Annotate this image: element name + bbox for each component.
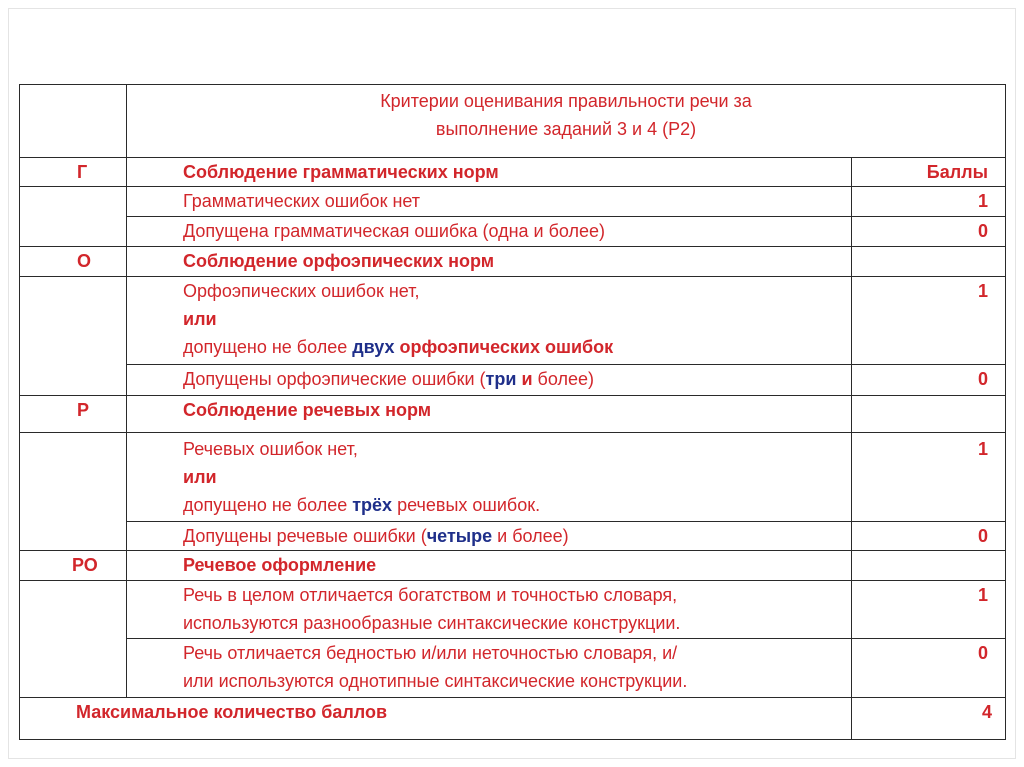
highlight-count: двух: [352, 337, 395, 357]
table-row: [20, 187, 1006, 217]
criterion-score: 0: [851, 365, 1005, 396]
text-part: речевых ошибок.: [392, 495, 541, 515]
criteria-table: [19, 84, 1006, 740]
total-label: Максимальное количество баллов: [20, 698, 852, 740]
table-row: [20, 581, 1006, 639]
criterion-score: 0: [851, 522, 1005, 551]
highlight-text: орфоэпических ошибок: [394, 337, 614, 357]
total-value: 4: [851, 698, 1005, 740]
section-heading: Соблюдение орфоэпических норм: [127, 247, 852, 277]
criterion-score: 0: [851, 639, 1005, 698]
table-row: [20, 277, 1006, 365]
section-header-row: [20, 247, 1006, 277]
text-part: и более): [492, 526, 569, 546]
section-heading: Речевое оформление: [127, 551, 852, 581]
highlight-text: и: [516, 369, 533, 389]
section-code: Г: [20, 158, 127, 187]
criterion-text: [127, 522, 852, 551]
criterion-or: или: [183, 467, 217, 487]
code-empty-cell: [20, 433, 127, 551]
section-heading: Соблюдение грамматических норм: [127, 158, 852, 187]
title-empty-cell: [20, 85, 127, 158]
criterion-line: [183, 491, 845, 519]
section-header-row: [20, 158, 1006, 187]
criterion-text: [127, 433, 852, 522]
text-part: более): [532, 369, 594, 389]
criterion-score: 1: [851, 277, 1005, 365]
criterion-text: [127, 581, 852, 639]
table-row: [20, 217, 1006, 247]
criterion-text: [127, 639, 852, 698]
criterion-line: Речевых ошибок нет,: [183, 439, 358, 459]
total-row: [20, 698, 1006, 740]
criterion-line: или используются однотипные синтаксические конструкции.: [183, 671, 688, 691]
criterion-score: 0: [851, 217, 1005, 247]
highlight-count: четыре: [426, 526, 493, 546]
text-part: допущено не более: [183, 337, 353, 357]
criterion-score: 1: [851, 433, 1005, 522]
code-empty-cell: [20, 187, 127, 247]
section-header-row: [20, 396, 1006, 433]
section-code: О: [20, 247, 127, 277]
text-part: допущено не более: [183, 495, 353, 515]
code-empty-cell: [20, 277, 127, 396]
table-row: [20, 365, 1006, 396]
highlight-count: трёх: [352, 495, 393, 515]
section-header-row: [20, 551, 1006, 581]
section-heading: Соблюдение речевых норм: [127, 396, 852, 433]
table-row: [20, 522, 1006, 551]
criterion-text: Грамматических ошибок нет: [127, 187, 852, 217]
section-code: Р: [20, 396, 127, 433]
criterion-text: [127, 277, 852, 365]
table-row: [20, 433, 1006, 522]
section-code: РО: [20, 551, 127, 581]
score-empty-cell: [851, 396, 1005, 433]
text-part: Допущены орфоэпические ошибки (: [183, 369, 486, 389]
criterion-score: 1: [851, 581, 1005, 639]
criterion-score: 1: [851, 187, 1005, 217]
title-line-1: Критерии оценивания правильности речи за: [380, 91, 752, 111]
title-line-2: выполнение заданий 3 и 4 (Р2): [435, 119, 697, 139]
criterion-line: Речь в целом отличается богатством и точностью словаря,: [183, 585, 678, 605]
criterion-line: Орфоэпических ошибок нет,: [183, 281, 420, 301]
criterion-or: или: [183, 309, 217, 329]
criterion-text: [127, 365, 852, 396]
text-part: Допущены речевые ошибки (: [183, 526, 427, 546]
score-empty-cell: [851, 247, 1005, 277]
criterion-line: [183, 333, 845, 361]
title-row: [20, 85, 1006, 158]
score-header: Баллы: [851, 158, 1005, 187]
code-empty-cell: [20, 581, 127, 698]
table-title: [127, 85, 1006, 158]
highlight-count: три: [485, 369, 517, 389]
criterion-line: Речь отличается бедностью и/или неточностью словаря, и/: [183, 643, 678, 663]
score-empty-cell: [851, 551, 1005, 581]
criterion-text: Допущена грамматическая ошибка (одна и более): [127, 217, 852, 247]
criterion-line: используются разнообразные синтаксические конструкции.: [183, 613, 681, 633]
table-row: [20, 639, 1006, 698]
